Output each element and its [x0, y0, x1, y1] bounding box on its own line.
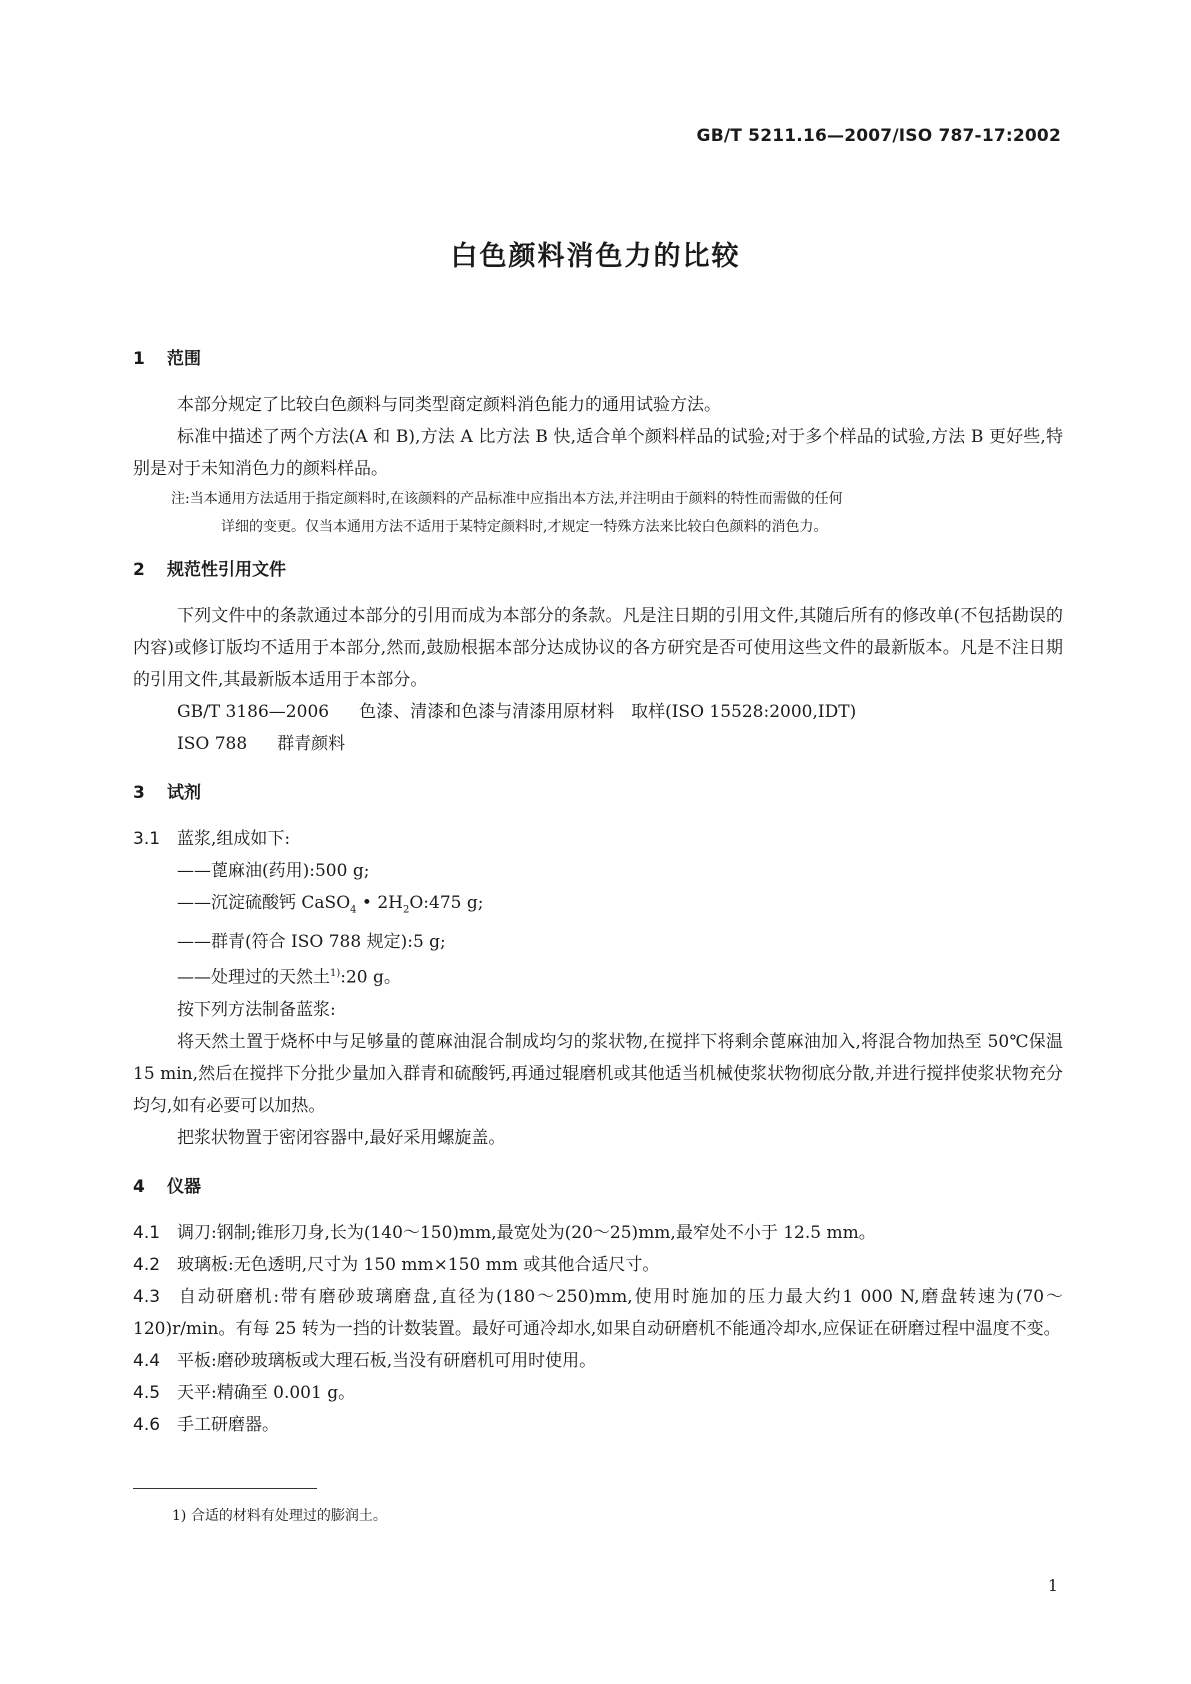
clause-3-1: 3.1 蓝浆,组成如下: [133, 829, 291, 849]
clause-4-5: 4.5 天平:精确至 0.001 g。 [133, 1383, 356, 1404]
section-1-note: 注:当本通用方法适用于指定颜料时,在该颜料的产品标准中应指出本方法,并注明由于颜料的特性而需做的任何 详细的变更。仅当本通用方法不适用于某特定颜料时,才规定一特殊方法来比较白色颜料的消色力。 [171, 491, 843, 535]
storage-paragraph: 把浆状物置于密闭容器中,最好采用螺旋盖。 [177, 1128, 506, 1149]
section-1-paragraph-1: 本部分规定了比较白色颜料与同类型商定颜料消色能力的通用试验方法。 [177, 395, 721, 415]
clause-4-4: 4.4 平板:磨砂玻璃板或大理石板,当没有研磨机可用时使用。 [133, 1351, 597, 1372]
standard-code: GB/T 5211.16—2007/ISO 787-17:2002 [696, 126, 1061, 146]
reference-item-2: ISO 788 群青颜料 [177, 734, 346, 754]
clause-4-2: 4.2 玻璃板:无色透明,尺寸为 150 mm×150 mm 或其他合适尺寸。 [133, 1255, 660, 1276]
document-title: 白色颜料消色力的比较 [450, 241, 741, 272]
section-heading-2: 2 规范性引用文件 [133, 560, 286, 580]
preparation-paragraph: 将天然土置于烧杯中与足够量的蓖麻油混合制成均匀的浆状物,在搅拌下将剩余蓖麻油加入,将混合物加热至 50℃保温 15 min,然后在搅拌下分批少量加入群青和硫酸钙,再通过辊磨机或其他适当机械使浆状物彻底分散,并进行搅拌使浆状物充分均匀,如有必要可以加热。 [133, 1032, 1063, 1117]
footnote: 1) 合适的材料有处理过的膨润土。 [172, 1508, 387, 1524]
clause-4-1: 4.1 调刀:钢制;锥形刀身,长为(140～150)mm,最宽处为(20～25)mm,最窄处不小于 12.5 mm。 [133, 1223, 876, 1244]
page-number: 1 [1047, 1576, 1058, 1595]
list-item: ——沉淀硫酸钙 CaSO$_4$ • $2H_2O:475$ g; [177, 893, 484, 916]
section-1-paragraph-2: 标准中描述了两个方法(A 和 B),方法 A 比方法 B 快,适合单个颜料样品的试验;对于多个样品的试验,方法 B 更好些,特别是对于未知消色力的颜料样品。 [133, 427, 1063, 479]
preparation-intro: 按下列方法制备蓝浆: [177, 1000, 336, 1021]
footnote-ref: 1) [330, 968, 341, 980]
document-body [133, 344, 1063, 1441]
section-2-paragraph-1: 下列文件中的条款通过本部分的引用而成为本部分的条款。凡是注日期的引用文件,其随后所有的修改单(不包括勘误的内容)或修订版均不适用于本部分,然而,鼓励根据本部分达成协议的各方研究是否可使用这些文件的最新版本。凡是不注日期的引用文件,其最新版本适用于本部分。 [133, 606, 1063, 690]
footnote-divider [133, 1488, 317, 1489]
reference-item-1: GB/T 3186—2006 色漆、清漆和色漆与清漆用原材料 取样(ISO 15528:2000,IDT) [177, 702, 857, 722]
clause-4-6: 4.6 手工研磨器。 [133, 1415, 279, 1436]
list-item: ——处理过的天然土$^{1)}$:20 g。 [177, 968, 401, 989]
list-item: ——蓖麻油(药用):500 g; [177, 861, 370, 881]
list-item: ——群青(符合 ISO 788 规定):5 g; [177, 932, 446, 953]
section-heading-1: 1 范围 [133, 349, 201, 369]
section-heading-3: 3 试剂 [133, 783, 201, 803]
clause-4-3: 4.3 自动研磨机:带有磨砂玻璃磨盘,直径为(180～250)mm,使用时施加的压力最大约1 000 N,磨盘转速为(70～120)r/min。有每 25 转为一挡的计数装置。最好可通冷却水,如果自动研磨机不能通冷却水,应保证在研磨过程中温度不变。 [133, 1287, 1063, 1340]
section-heading-4: 4 仪器 [133, 1177, 201, 1198]
